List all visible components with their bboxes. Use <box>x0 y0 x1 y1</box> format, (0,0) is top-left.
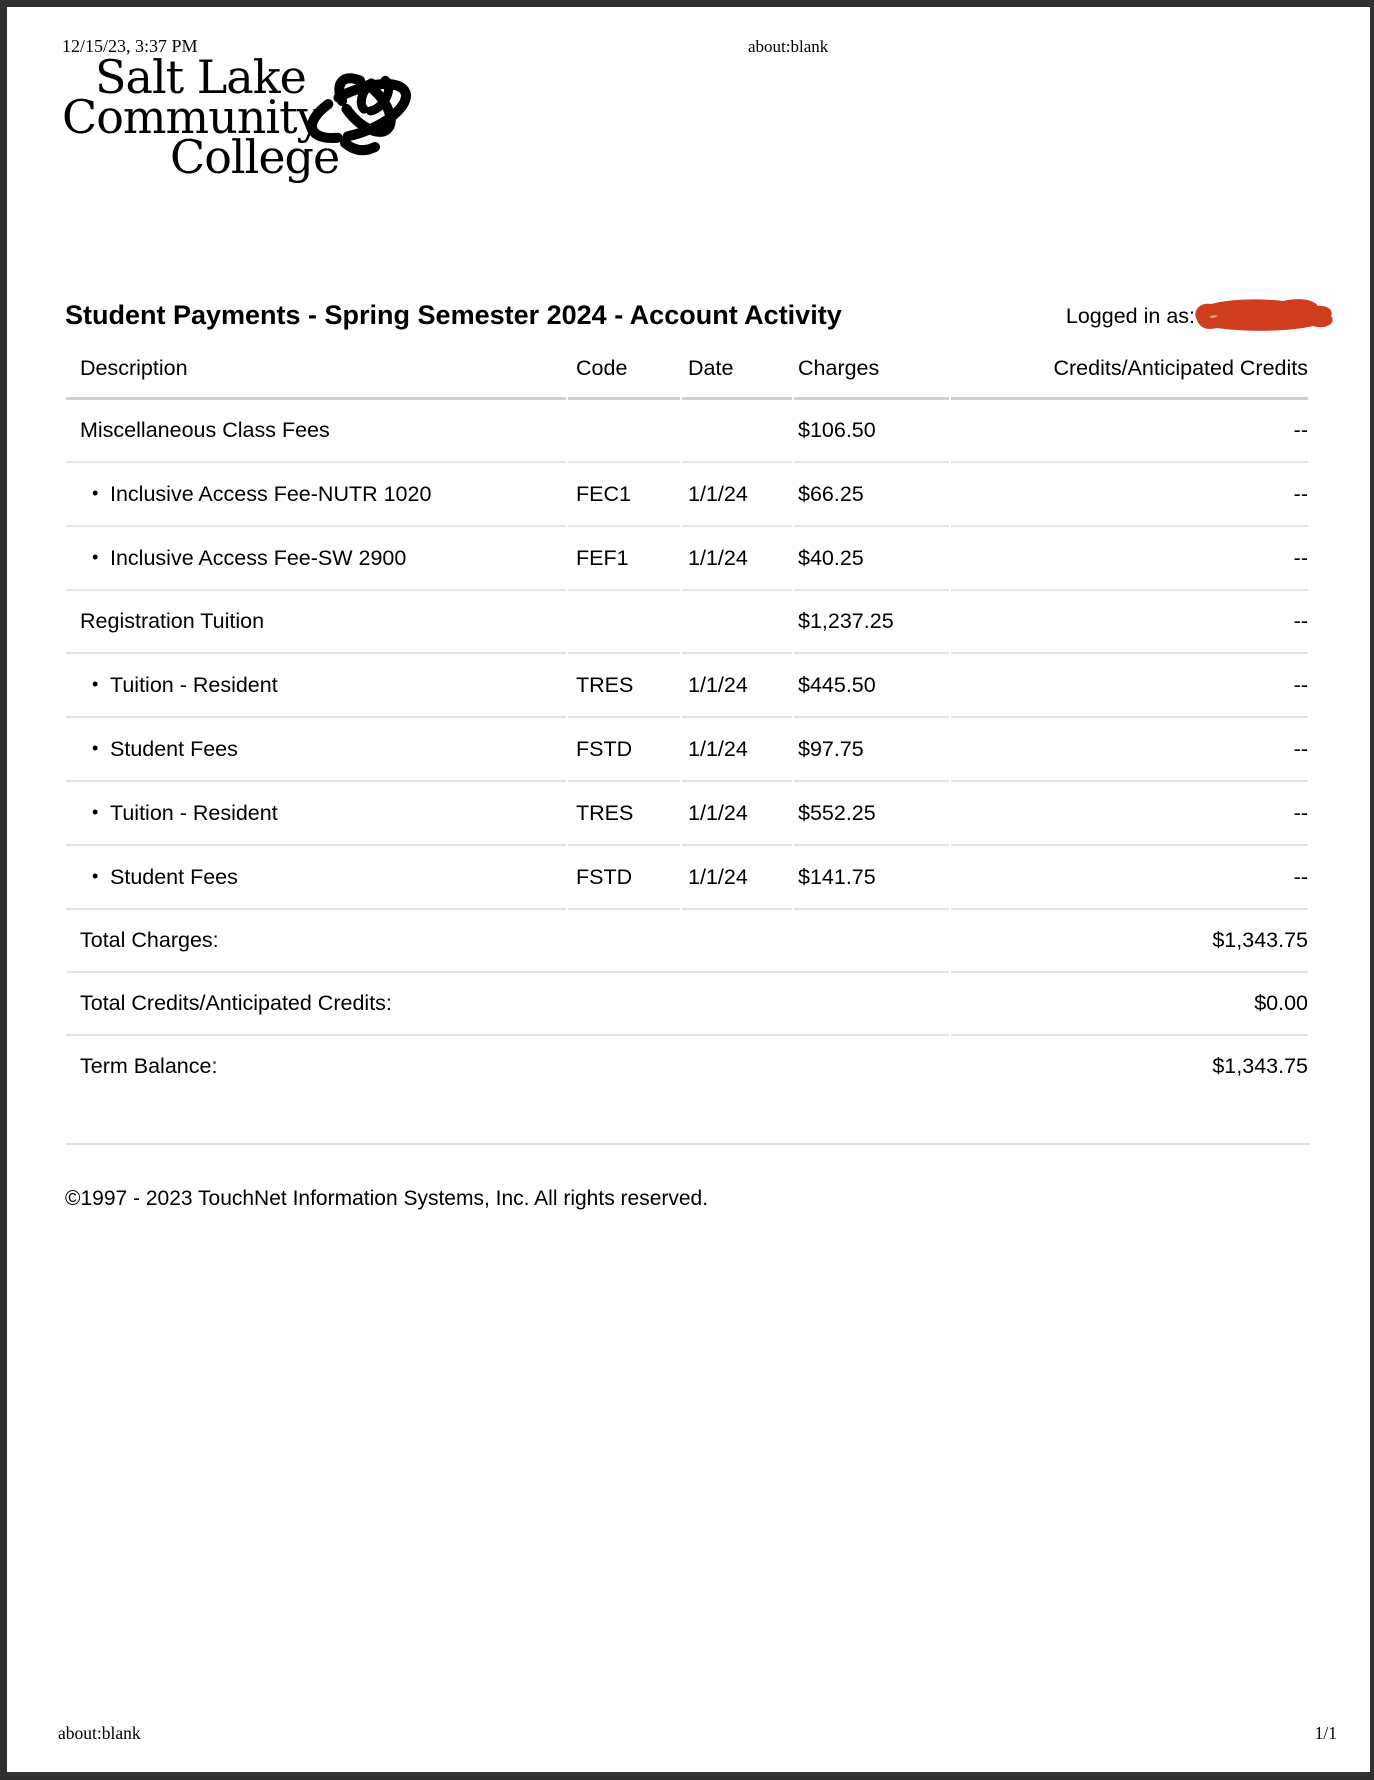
total-label: Term Balance: <box>80 1054 218 1078</box>
row-credits: -- <box>951 654 1308 718</box>
row-credits: -- <box>951 400 1308 463</box>
row-code: TRES <box>568 782 680 846</box>
row-credits: -- <box>951 782 1308 846</box>
bullet-icon: • <box>92 738 99 758</box>
row-date <box>682 591 792 654</box>
table-row <box>66 527 1308 591</box>
row-credits: -- <box>951 718 1308 782</box>
account-table-body <box>66 400 1308 1097</box>
total-row <box>66 1036 1308 1097</box>
total-value: $1,343.75 <box>951 910 1308 973</box>
table-row <box>66 400 1308 463</box>
bullet-icon: • <box>92 802 99 822</box>
total-row <box>66 973 1308 1036</box>
row-description: • Student Fees <box>66 846 566 910</box>
row-date: 1/1/24 <box>682 654 792 718</box>
row-date: 1/1/24 <box>682 846 792 910</box>
bullet-icon: • <box>92 483 99 503</box>
footer-url: about:blank <box>58 1723 141 1743</box>
logo-line-college: College <box>170 130 340 184</box>
logged-in-as-label: Logged in as: <box>1065 304 1195 328</box>
row-description: • Tuition - Resident <box>66 654 566 718</box>
row-date: 1/1/24 <box>682 718 792 782</box>
account-activity-table <box>64 343 1310 1097</box>
total-label: Total Charges: <box>66 910 949 973</box>
row-charges: $66.25 <box>794 463 949 527</box>
atom-orbit-icon <box>305 59 417 163</box>
col-header-charges: Charges <box>794 343 949 400</box>
row-date: 1/1/24 <box>682 527 792 591</box>
table-row <box>66 782 1308 846</box>
total-row <box>66 910 1308 973</box>
col-header-date: Date <box>682 343 792 400</box>
row-charges: $141.75 <box>794 846 949 910</box>
row-date: 1/1/24 <box>682 463 792 527</box>
row-charges: $552.25 <box>794 782 949 846</box>
col-header-description: Description <box>66 343 566 400</box>
bullet-icon: • <box>92 547 99 567</box>
row-description: Miscellaneous Class Fees <box>66 400 566 463</box>
row-code: TRES <box>568 654 680 718</box>
row-charges: $97.75 <box>794 718 949 782</box>
table-row <box>66 654 1308 718</box>
row-description: • Tuition - Resident <box>66 782 566 846</box>
copyright-text: ©1997 - 2023 TouchNet Information Systems, Inc. All rights reserved. <box>65 1187 709 1210</box>
total-label: Total Credits/Anticipated Credits: <box>66 973 949 1036</box>
col-header-code: Code <box>568 343 680 400</box>
row-code: FSTD <box>568 846 680 910</box>
bullet-icon: • <box>92 866 99 886</box>
logo-line-salt-lake: Salt Lake <box>95 50 306 104</box>
table-row <box>66 463 1308 527</box>
row-description: • Inclusive Access Fee-SW 2900 <box>66 527 566 591</box>
row-charges: $106.50 <box>794 400 949 463</box>
row-credits: -- <box>951 591 1308 654</box>
table-row <box>66 718 1308 782</box>
row-date: 1/1/24 <box>682 782 792 846</box>
row-code: FSTD <box>568 718 680 782</box>
row-description: • Inclusive Access Fee-NUTR 1020 <box>66 463 566 527</box>
row-code <box>568 400 680 463</box>
row-description: • Student Fees <box>66 718 566 782</box>
row-charges: $1,237.25 <box>794 591 949 654</box>
page-number: 1/1 <box>1314 1723 1337 1743</box>
row-charges: $40.25 <box>794 527 949 591</box>
row-charges: $445.50 <box>794 654 949 718</box>
row-credits: -- <box>951 527 1308 591</box>
table-row <box>66 591 1308 654</box>
row-date <box>682 400 792 463</box>
table-header-row <box>66 343 1308 400</box>
printed-page <box>7 7 1370 1772</box>
footer-divider <box>66 1143 1310 1145</box>
table-row <box>66 846 1308 910</box>
row-credits: -- <box>951 463 1308 527</box>
bullet-icon: • <box>92 674 99 694</box>
logo-line-community: Community <box>62 90 322 144</box>
page-title: Student Payments - Spring Semester 2024 - Account Activity <box>65 300 842 330</box>
total-value: $0.00 <box>951 973 1308 1036</box>
print-timestamp: 12/15/23, 3:37 PM <box>62 36 198 56</box>
row-code <box>568 591 680 654</box>
redaction-scribble-icon <box>1187 293 1337 337</box>
row-code: FEF1 <box>568 527 680 591</box>
col-header-credits: Credits/Anticipated Credits <box>951 343 1308 400</box>
total-value: $1,343.75 <box>1212 1054 1308 1078</box>
row-description: Registration Tuition <box>66 591 566 654</box>
row-code: FEC1 <box>568 463 680 527</box>
title-row <box>65 300 1310 331</box>
print-url-header: about:blank <box>748 37 829 56</box>
row-credits: -- <box>951 846 1308 910</box>
